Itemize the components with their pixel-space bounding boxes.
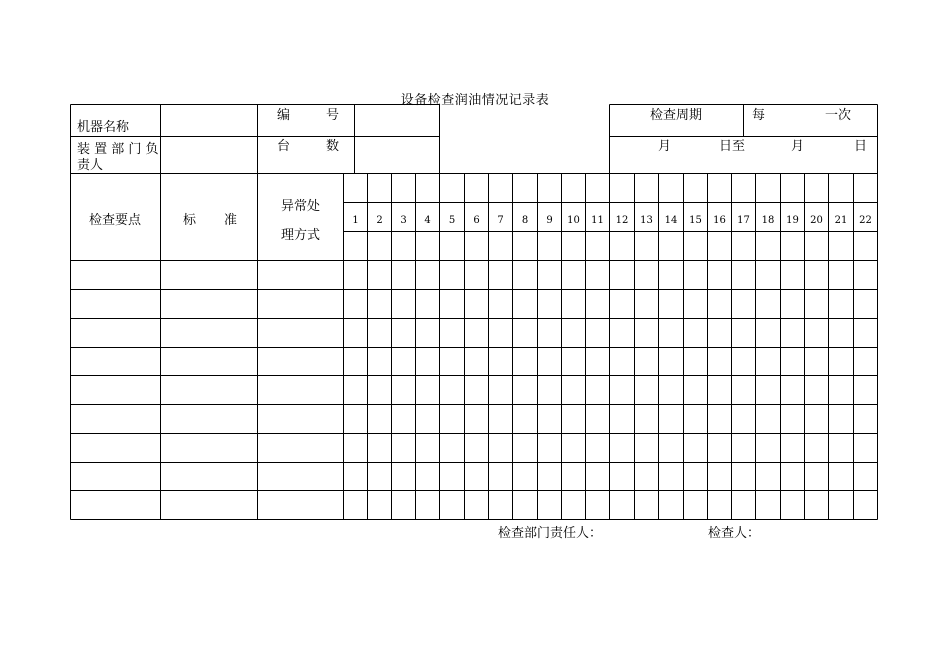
date-month-end: 月 bbox=[791, 139, 805, 154]
date-day-to: 日至 bbox=[719, 139, 746, 154]
day-number-3: 3 bbox=[400, 215, 407, 226]
form-title: 设备检查润油情况记录表 bbox=[400, 93, 550, 108]
serial-label-part2: 号 bbox=[326, 108, 340, 123]
day-number-6: 6 bbox=[473, 215, 480, 226]
date-day-end: 日 bbox=[854, 139, 868, 154]
period-every: 每 bbox=[752, 108, 766, 123]
standard-header-part1: 标 bbox=[183, 213, 197, 228]
dept-responsible-label-line2: 责人 bbox=[77, 158, 104, 173]
day-number-12: 12 bbox=[615, 215, 629, 226]
day-number-13: 13 bbox=[640, 215, 653, 226]
standard-header-part2: 准 bbox=[224, 213, 238, 228]
period-once: 一次 bbox=[825, 108, 852, 123]
day-number-20: 20 bbox=[810, 215, 823, 226]
abnormal-handling-header-line2: 理方式 bbox=[281, 228, 321, 243]
day-number-10: 10 bbox=[567, 215, 580, 226]
date-month-start: 月 bbox=[658, 139, 672, 154]
check-dept-responsible-label: 检查部门责任人： bbox=[498, 526, 603, 541]
day-number-14: 14 bbox=[664, 215, 678, 226]
day-number-21: 21 bbox=[834, 215, 848, 226]
check-points-header: 检查要点 bbox=[89, 213, 142, 228]
day-number-17: 17 bbox=[737, 215, 750, 226]
day-number-18: 18 bbox=[761, 215, 775, 226]
check-period-label: 检查周期 bbox=[650, 108, 703, 123]
day-number-2: 2 bbox=[376, 215, 383, 226]
day-number-11: 11 bbox=[591, 215, 604, 226]
day-number-4: 4 bbox=[424, 215, 431, 226]
day-number-8: 8 bbox=[521, 215, 529, 226]
day-number-1: 1 bbox=[352, 215, 359, 226]
day-number-5: 5 bbox=[448, 215, 456, 226]
serial-label-part1: 编 bbox=[277, 108, 291, 123]
day-number-16: 16 bbox=[713, 215, 726, 226]
day-number-7: 7 bbox=[497, 215, 504, 226]
quantity-label-part2: 数 bbox=[326, 139, 340, 154]
dept-responsible-label-line1: 装 置 部 门 负 bbox=[77, 142, 159, 157]
machine-name-label: 机器名称 bbox=[77, 120, 130, 135]
day-number-15: 15 bbox=[689, 215, 702, 226]
inspector-label: 检查人： bbox=[708, 526, 761, 541]
day-number-22: 22 bbox=[859, 215, 872, 226]
day-number-9: 9 bbox=[546, 215, 553, 226]
day-number-19: 19 bbox=[786, 215, 799, 226]
abnormal-handling-header-line1: 异常处 bbox=[281, 199, 321, 214]
quantity-label-part1: 台 bbox=[277, 139, 291, 154]
